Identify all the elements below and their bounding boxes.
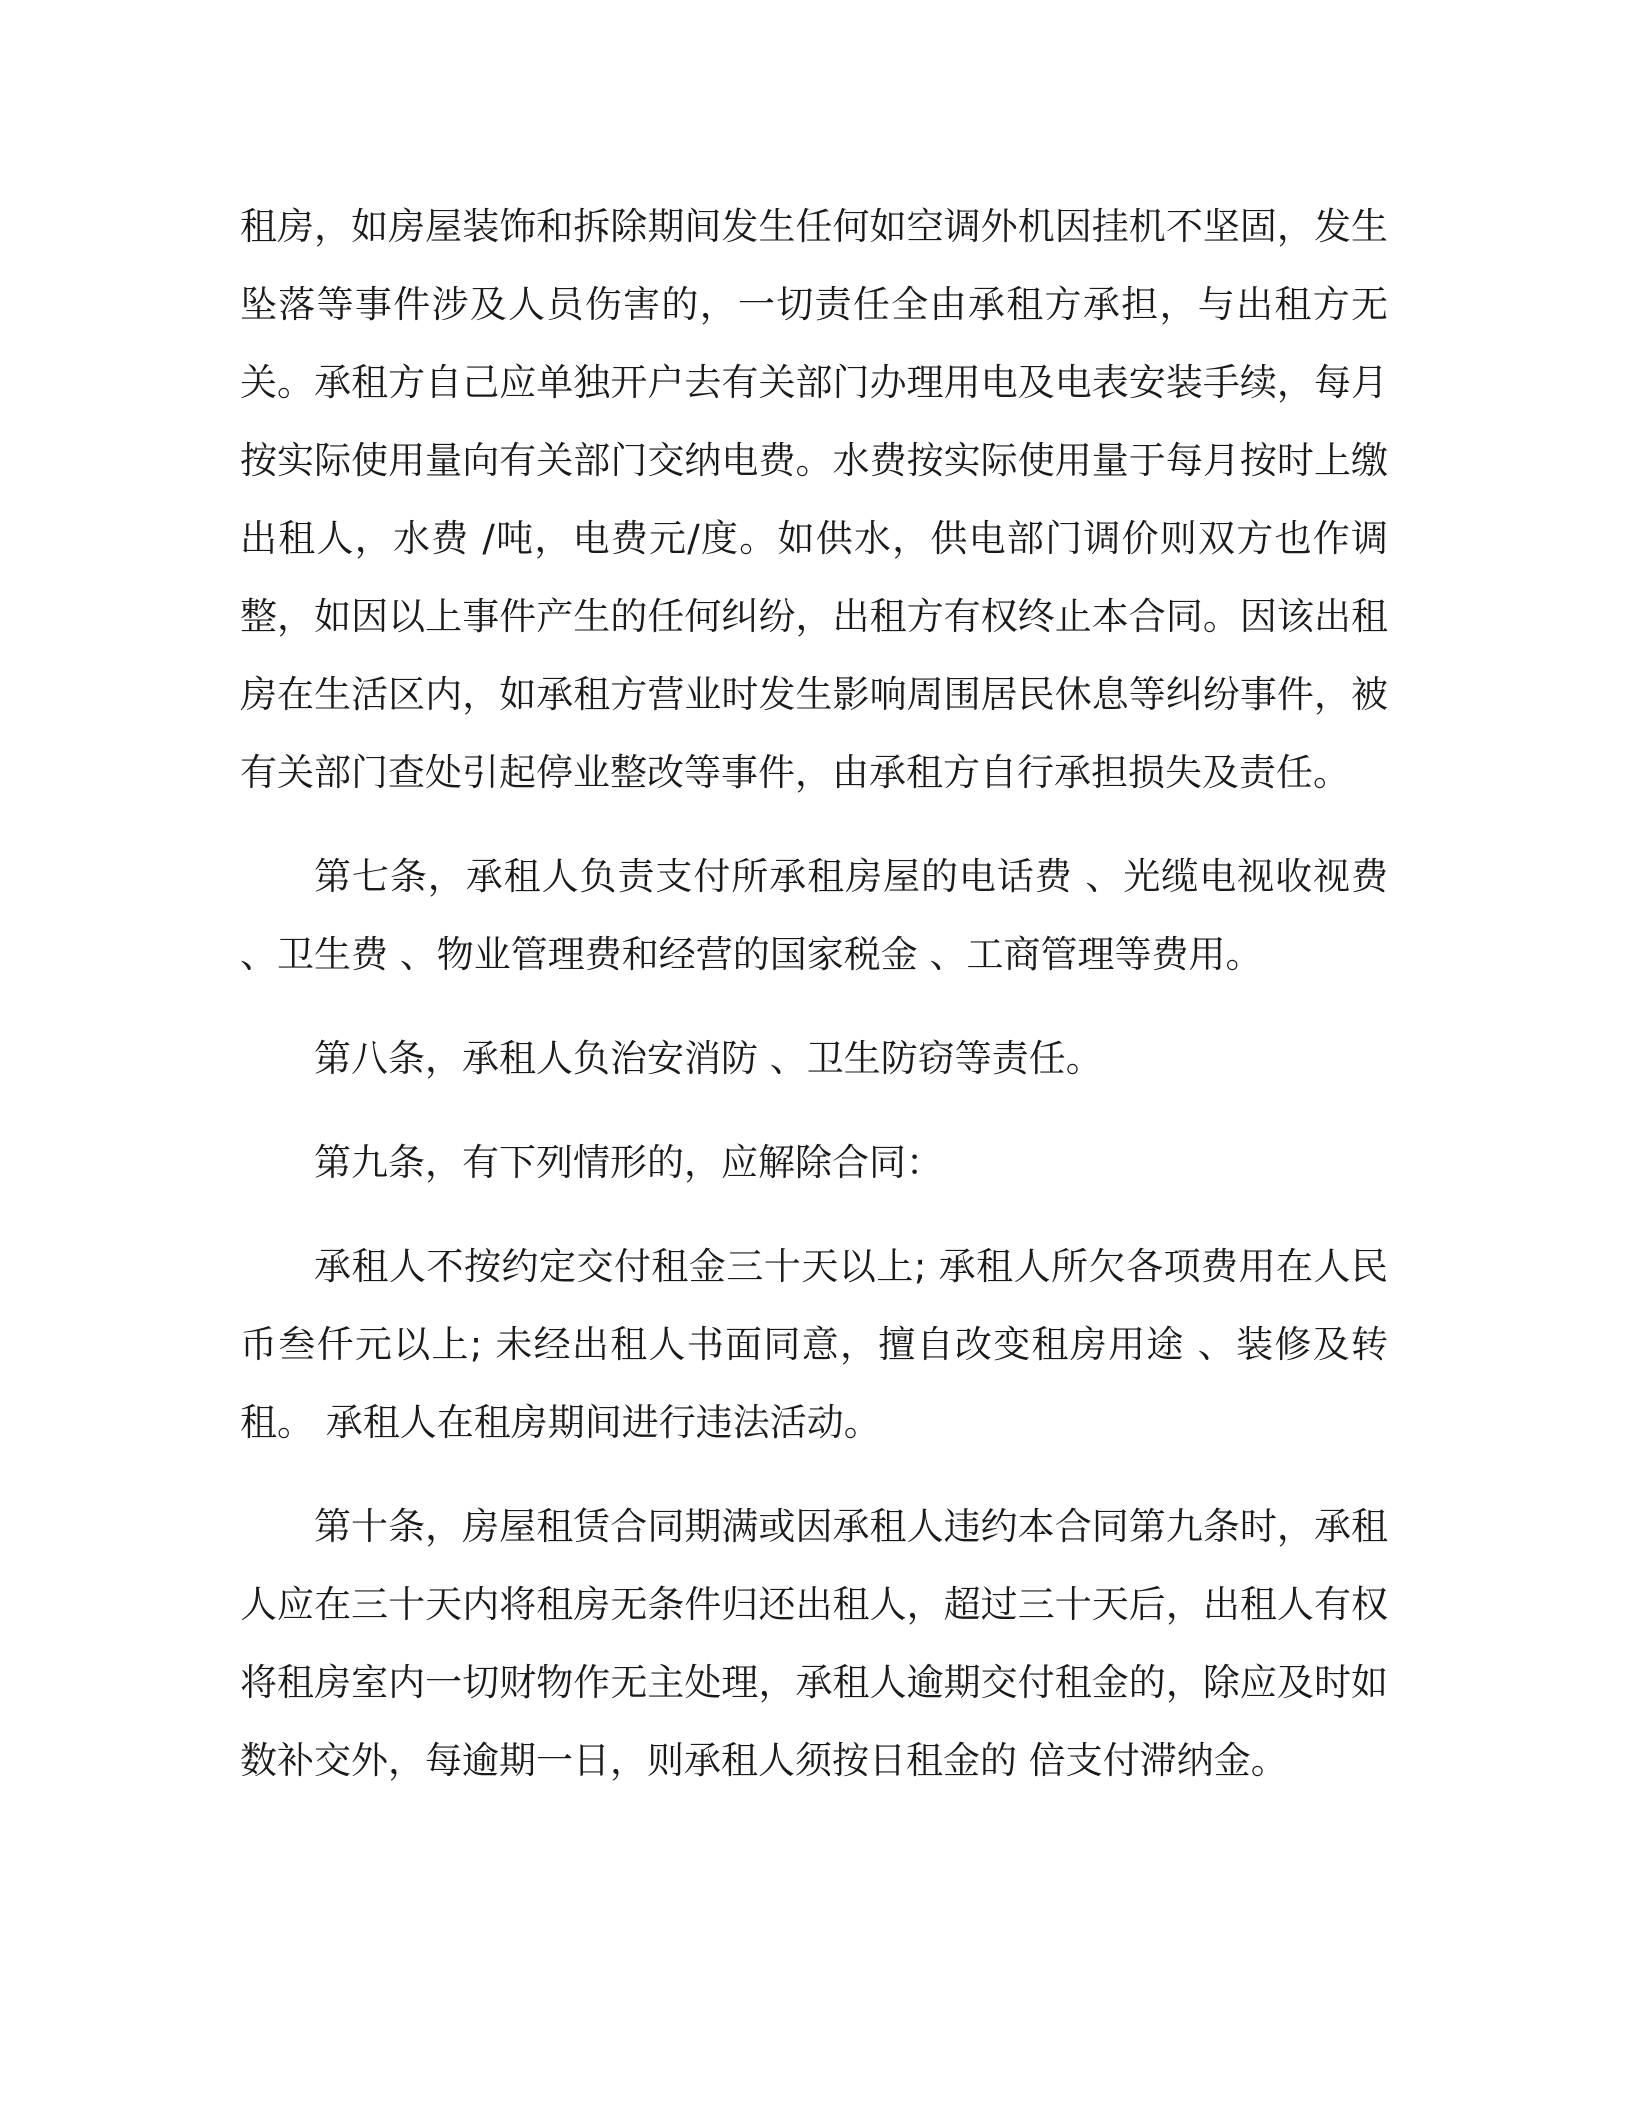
paragraph-article-8: 第八条，承租人负治安消防 、卫生防窃等责任。 [314,1037,1103,1080]
document-body [240,188,1388,1800]
paragraph-termination-conditions: 承租人不按约定交付租金三十天以上; 承租人所欠各项费用在人民币叁仟元以上; 未经出租人书面同意，擅自改变租房用途 、装修及转租。 承租人在租房期间进行违法活动。 [240,1245,1388,1444]
paragraph-article-9: 第九条，有下列情形的，应解除合同： [314,1141,943,1184]
paragraph-article-10: 第十条，房屋租赁合同期满或因承租人违约本合同第九条时，承租人应在三十天内将租房无条件归还出租人，超过三十天后，出租人有权将租房室内一切财物作无主处理，承租人逾期交付租金的，除应及时如数补交外，每逾期一日，则承租人须按日租金的 倍支付滞纳金。 [240,1505,1388,1782]
paragraph-article-7: 第七条，承租人负责支付所承租房屋的电话费 、光缆电视收视费 、卫生费 、物业管理费和经营的国家税金 、工商管理等费用。 [240,855,1388,976]
paragraph-utilities-liability: 租房，如房屋装饰和拆除期间发生任何如空调外机因挂机不坚固，发生坠落等事件涉及人员伤害的，一切责任全由承租方承担，与出租方无关。承租方自己应单独开户去有关部门办理用电及电表安装手续，每月按实际使用量向有关部门交纳电费。水费按实际使用量于每月按时上缴出租人，水费 /吨，电费元/度。如供水，供电部门调价则双方也作调整，如因以上事件产生的任何纠纷，出租方有权终止本合同。因该出租房在生活区内，如承租方营业时发生影响周围居民休息等纠纷事件，被有关部门查处引起停业整改等事件，由承租方自行承担损失及责任。 [240,205,1388,794]
